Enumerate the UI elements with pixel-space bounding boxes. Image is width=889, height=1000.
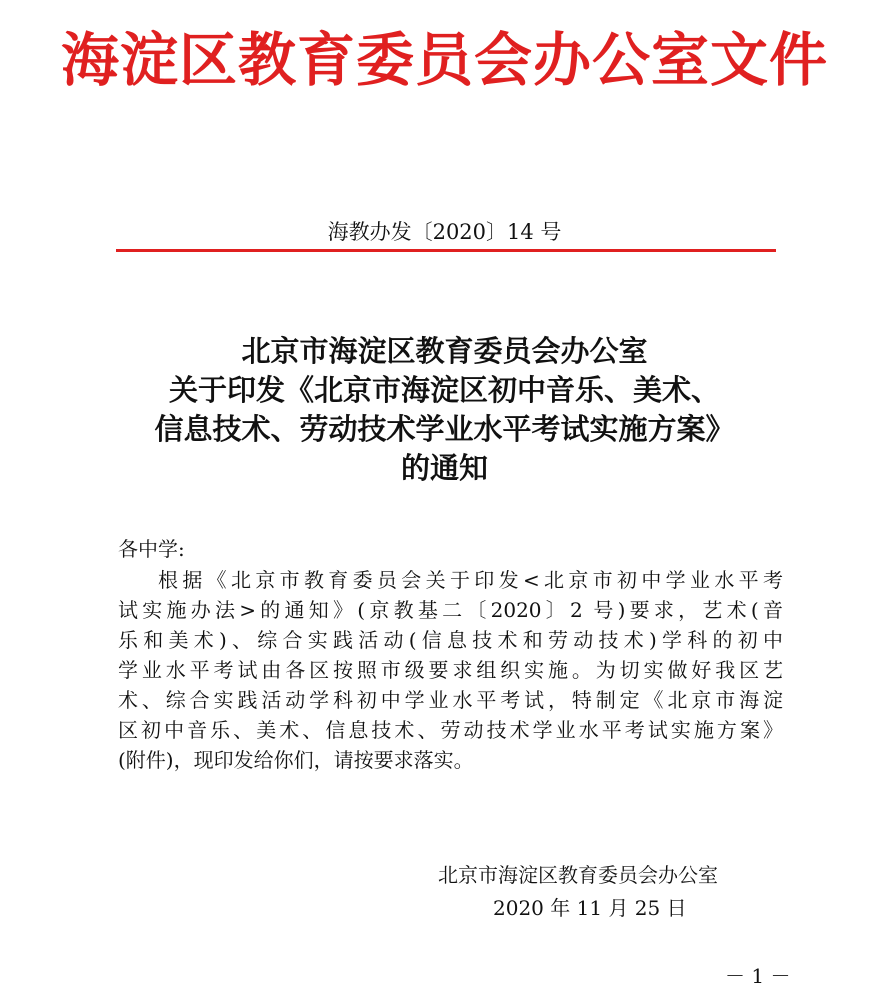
red-divider-line: [116, 249, 776, 252]
notice-title-line-1: 北京市海淀区教育委员会办公室: [241, 334, 648, 368]
notice-title-line-4: 的通知: [400, 451, 488, 485]
body-line-5: 术、综合实践活动学科初中学业水平考试，特制定《北京市海淀: [118, 688, 783, 712]
notice-title-line-3: 信息技术、劳动技术学业水平考试实施方案》: [154, 412, 735, 446]
notice-title: [0, 332, 889, 488]
notice-title-line-2: 关于印发《北京市海淀区初中音乐、美术、: [168, 373, 720, 407]
signature-organization: 北京市海淀区教育委员会办公室: [438, 863, 718, 887]
body-line-7: (附件)，现印发给你们，请按要求落实。: [118, 748, 474, 772]
body-line-2: 试实施办法>的通知》(京教基二〔2020〕2 号)要求，艺术(音: [118, 598, 783, 622]
salutation: 各中学:: [118, 537, 185, 561]
page-number: － 1 －: [725, 964, 791, 988]
signature-date: 2020 年 11 月 25 日: [493, 896, 687, 920]
body-line-3: 乐和美术)、综合实践活动(信息技术和劳动技术)学科的初中: [118, 628, 783, 652]
body-line-4: 学业水平考试由各区按照市级要求组织实施。为切实做好我区艺: [118, 658, 783, 682]
body-line-6: 区初中音乐、美术、信息技术、劳动技术学业水平考试实施方案》: [118, 718, 783, 742]
body-line-1: 根据《北京市教育委员会关于印发<北京市初中学业水平考: [158, 568, 783, 592]
body-paragraph: [118, 565, 783, 775]
issuer-header-title: 海淀区教育委员会办公室文件: [60, 26, 828, 94]
document-number: 海教办发〔2020〕14 号: [327, 220, 562, 244]
